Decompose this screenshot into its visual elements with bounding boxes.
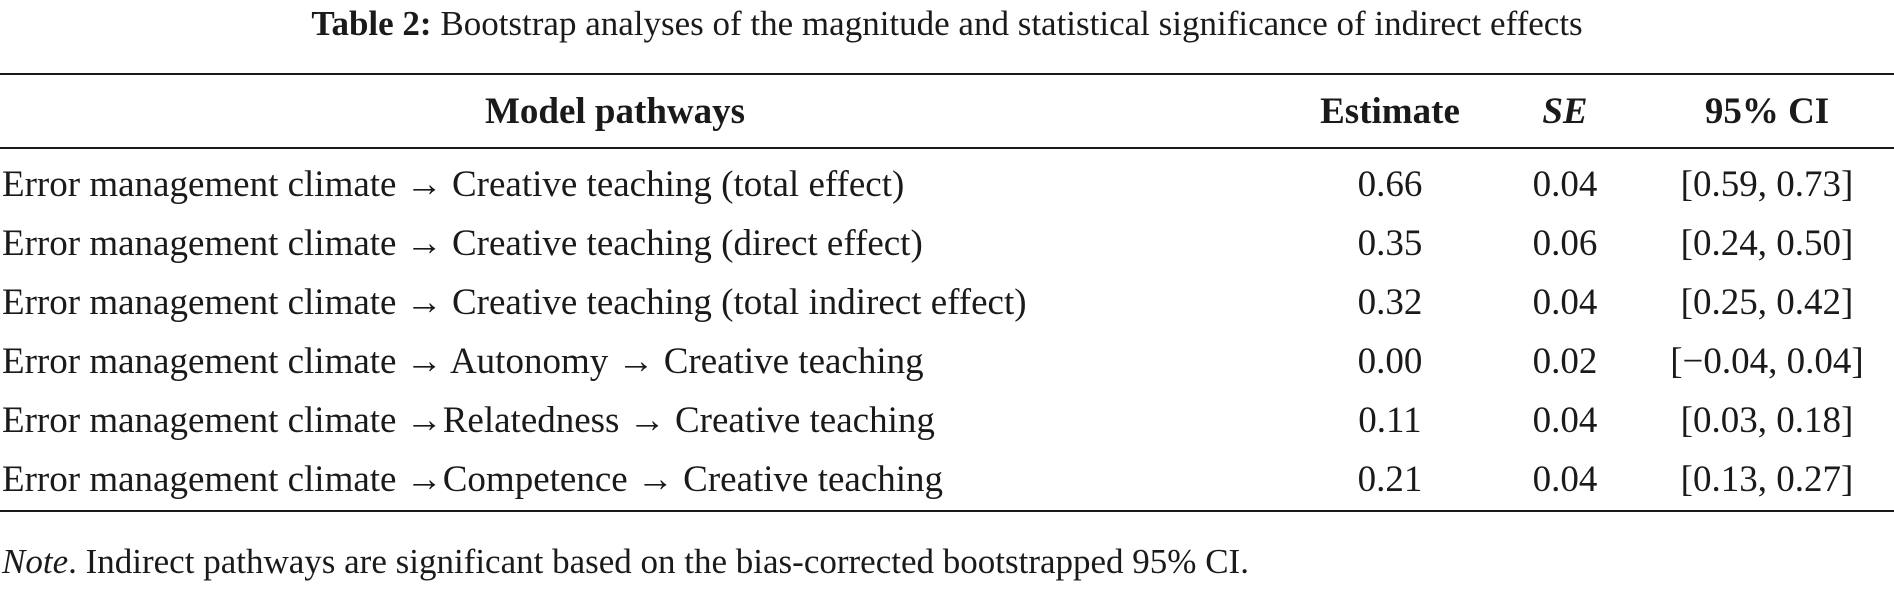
cell-ci: [0.03, 0.18] <box>1680 400 1854 441</box>
header-estimate: Estimate <box>1320 90 1460 132</box>
cell-pathway: Error management climate → Autonomy → Creative teaching <box>2 341 924 382</box>
table-row <box>0 391 1894 450</box>
cell-se: 0.04 <box>1532 400 1598 441</box>
table-row <box>0 147 1894 214</box>
table-caption-label: Table 2: <box>311 4 432 43</box>
cell-ci: [0.25, 0.42] <box>1680 282 1854 323</box>
cell-se: 0.04 <box>1532 459 1598 500</box>
cell-ci: [0.13, 0.27] <box>1680 459 1854 500</box>
cell-ci: [0.24, 0.50] <box>1680 223 1854 264</box>
table-bottom-rule <box>0 510 1894 512</box>
cell-pathway: Error management climate → Creative teaching (direct effect) <box>2 223 923 264</box>
cell-pathway: Error management climate → Creative teaching (total indirect effect) <box>2 282 1027 323</box>
table-note <box>2 540 1249 584</box>
cell-estimate: 0.66 <box>1357 164 1423 205</box>
header-model-pathways: Model pathways <box>484 90 746 132</box>
cell-pathway: Error management climate →Relatedness → Creative teaching <box>2 400 935 441</box>
cell-estimate: 0.11 <box>1358 400 1422 441</box>
cell-pathway: Error management climate →Competence → Creative teaching <box>2 459 944 500</box>
table-row <box>0 273 1894 332</box>
table-row <box>0 450 1894 509</box>
table-note-label: Note <box>2 542 69 581</box>
table-row <box>0 214 1894 273</box>
cell-se: 0.04 <box>1532 164 1598 205</box>
cell-estimate: 0.35 <box>1357 223 1423 264</box>
cell-se: 0.02 <box>1532 341 1598 382</box>
table-caption-text: Bootstrap analyses of the magnitude and statistical significance of indirect effects <box>440 4 1583 43</box>
table-caption <box>0 2 1894 46</box>
header-ci: 95% CI <box>1704 90 1830 132</box>
cell-estimate: 0.00 <box>1357 341 1423 382</box>
table-row <box>0 332 1894 391</box>
cell-estimate: 0.21 <box>1357 459 1423 500</box>
cell-estimate: 0.32 <box>1357 282 1423 323</box>
header-se: SE <box>1542 90 1588 132</box>
table-header-row <box>0 75 1894 147</box>
cell-se: 0.06 <box>1532 223 1598 264</box>
table-note-text: . Indirect pathways are significant based on the bias-corrected bootstrapped 95% CI. <box>68 542 1249 581</box>
cell-pathway: Error management climate → Creative teaching (total effect) <box>2 164 905 205</box>
cell-ci: [0.59, 0.73] <box>1680 164 1854 205</box>
results-table <box>0 75 1894 509</box>
cell-ci: [−0.04, 0.04] <box>1670 341 1864 382</box>
cell-se: 0.04 <box>1532 282 1598 323</box>
